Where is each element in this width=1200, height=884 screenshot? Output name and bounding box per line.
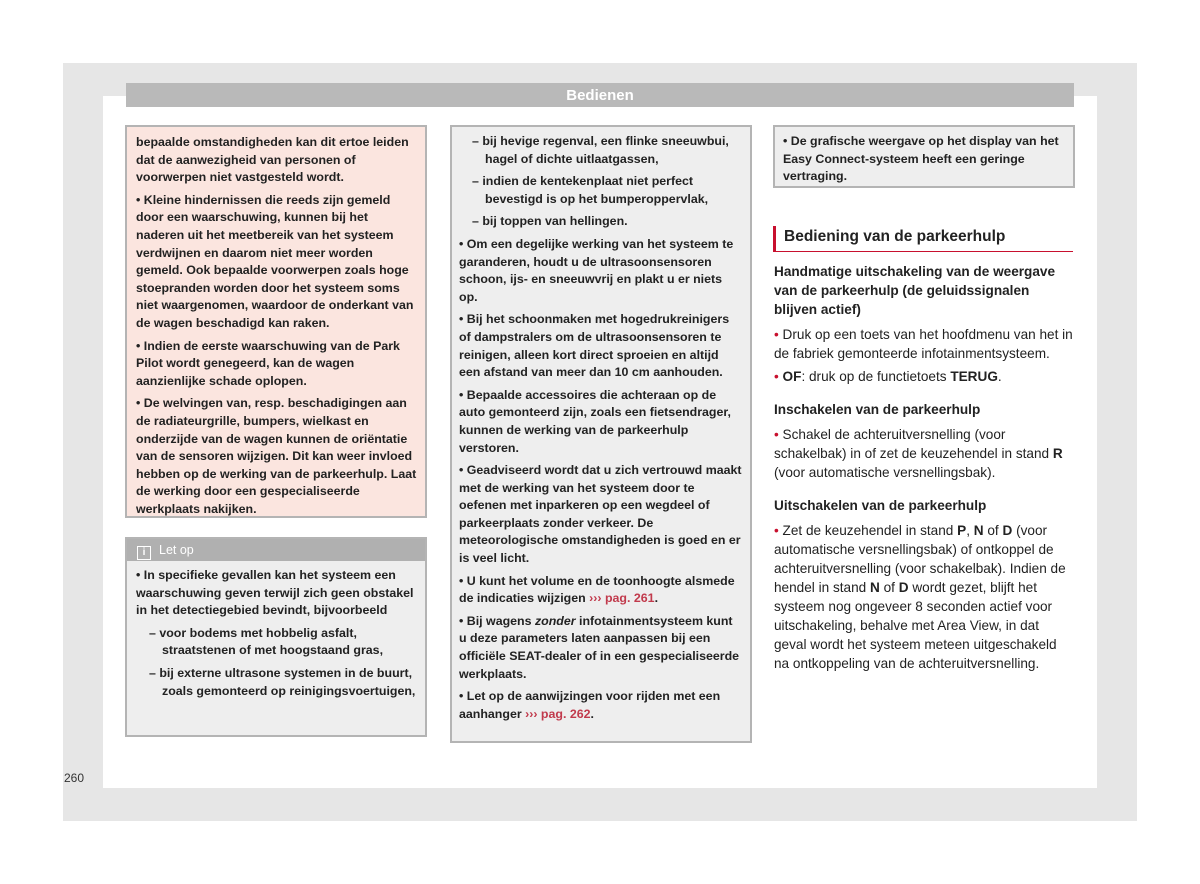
note-header <box>127 539 425 561</box>
warning-text-2: • Kleine hindernissen die reeds zijn gemeld door een waarschuwing, kunnen bij het naderen uit het meetbereik van het systeem verdwijnen en daarom niet meer worden gemeld. Ook bepaalde voorwerpen zoals hoge stoepranden worden door het systeem soms niet waargenomen, waardoor de onderkant van de wagen beschadigd kan raken. <box>136 192 414 330</box>
instruction-4: • Zet de keuzehendel in stand P, N of D (voor automatische versnellingsbak) of ontkoppel de achteruitversnelling (voor schakelbak). Indien de hendel in stand N of D wordt gezet, blijft het systeem nog ongeveer 8 seconden actief voor uitschakeling, behalve met Area View, in dat geval wordt het systeem meteen uitgeschakeld na ontkoppeling van de achteruitversnelling. <box>774 523 1066 671</box>
mid-text-7: • Let op de aanwijzingen voor rijden met een aanhanger ››› pag. 262. <box>459 689 721 721</box>
page-header: Bedienen <box>126 83 1074 107</box>
page-link-262[interactable]: ››› pag. 262 <box>525 706 591 721</box>
note-dash-item-1: – voor bodems met hobbelig asfalt, straatstenen of met hoogstaand gras, <box>149 625 384 658</box>
mid-dash-item-2: – indien de kentekenplaat niet perfect bevestigd is op het bumperoppervlak, <box>472 174 709 206</box>
bullet-icon: • <box>774 327 779 342</box>
section-title: Bediening van de parkeerhulp <box>773 226 1073 252</box>
page-number: 260 <box>64 771 85 785</box>
subheading-manual-off: Handmatige uitschakeling van de weergave van de parkeerhulp (de geluidssignalen blijven actief) <box>774 264 1056 317</box>
mid-dash-item-3: – bij toppen van hellingen. <box>472 214 628 229</box>
right-info-box <box>773 125 1075 188</box>
bullet-icon: • <box>774 369 779 384</box>
instruction-3: • Schakel de achteruitversnelling (voor schakelbak) in of zet de keuzehendel in stand R (voor automatische versnellingsbak). <box>774 427 1063 480</box>
right-column <box>774 262 1074 684</box>
note-dash-item-2: – bij externe ultrasone systemen in de buurt, zoals gemonteerd op reinigingsvoertuigen, <box>149 665 416 698</box>
mid-text-5: • U kunt het volume en de toonhoogte alsmede de indicaties wijzigen ››› pag. 261. <box>459 573 735 606</box>
warning-text-3: • Indien de eerste waarschuwing van de Park Pilot wordt genegeerd, kan de wagen aanzienlijke schade oplopen. <box>136 338 400 388</box>
page-link-261[interactable]: ››› pag. 261 <box>589 591 655 606</box>
right-info-text: • De grafische weergave op het display van het Easy Connect-systeem heeft een geringe vertraging. <box>783 134 1059 184</box>
bullet-icon: • <box>774 427 779 442</box>
instruction-2: • OF: druk op de functietoets TERUG. <box>774 369 1002 384</box>
mid-text-1: • Om een degelijke werking van het systeem te garanderen, houdt u de ultrasoonsensoren schoon, ijs- en sneeuwvrij en plakt u er niets op. <box>459 236 734 304</box>
mid-text-2: • Bij het schoonmaken met hogedrukreinigers of dampstralers om de ultrasoonsensoren te reinigen, alleen kort direct sproeien en altijd een afstand van meer dan 10 cm aanhouden. <box>459 312 730 380</box>
warning-box <box>125 125 427 518</box>
bullet-icon: • <box>774 523 779 538</box>
mid-text-6: • Bij wagens zonder infotainmentsysteem kunt u deze parameters laten aanpassen bij een officiële SEAT-dealer of in een gespecialiseerde werkplaats. <box>459 613 740 681</box>
mid-dash-item-1: – bij hevige regenval, een flinke sneeuwbui, hagel of dichte uitlaatgassen, <box>472 134 729 166</box>
mid-text-4: • Geadviseerd wordt dat u zich vertrouwd maakt met de werking van het systeem door te oefenen met inparkeren op een wegdeel of parkeerplaats zonder verkeer. De meteorologische omstandigheden is goed en er is veel licht. <box>459 463 742 566</box>
note-body <box>127 561 425 700</box>
note-title: Let op <box>159 543 194 557</box>
warning-text-1: bepaalde omstandigheden kan dit ertoe leiden dat de aanwezigheid van personen of voorwerpen niet vastgesteld wordt. <box>136 135 409 185</box>
note-intro: • In specifieke gevallen kan het systeem een waarschuwing geven terwijl zich geen obstakel in het detectiegebied bevindt, bijvoorbeeld <box>136 568 414 618</box>
warning-text-4: • De welvingen van, resp. beschadigingen aan de radiateurgrille, bumpers, wielkast en onderzijde van de wagen kunnen de oriëntatie van de sensoren wijzigen. Dit kan weer invloed hebben op de werking van de parkeerhulp. Laat de werking door een gespecialiseerde werkplaats nakijken. <box>136 396 417 516</box>
subheading-enable: Inschakelen van de parkeerhulp <box>774 402 981 417</box>
subheading-disable: Uitschakelen van de parkeerhulp <box>774 498 987 513</box>
instruction-1: • Druk op een toets van het hoofdmenu van het in de fabriek gemonteerde infotainmentsysteem. <box>774 327 1073 361</box>
middle-box <box>450 125 752 743</box>
note-box <box>125 537 427 737</box>
info-icon: i <box>137 546 151 560</box>
mid-text-3: • Bepaalde accessoires die achteraan op de auto gemonteerd zijn, zoals een fietsendrager, kunnen de werking van de parkeerhulp verstoren. <box>459 387 731 455</box>
